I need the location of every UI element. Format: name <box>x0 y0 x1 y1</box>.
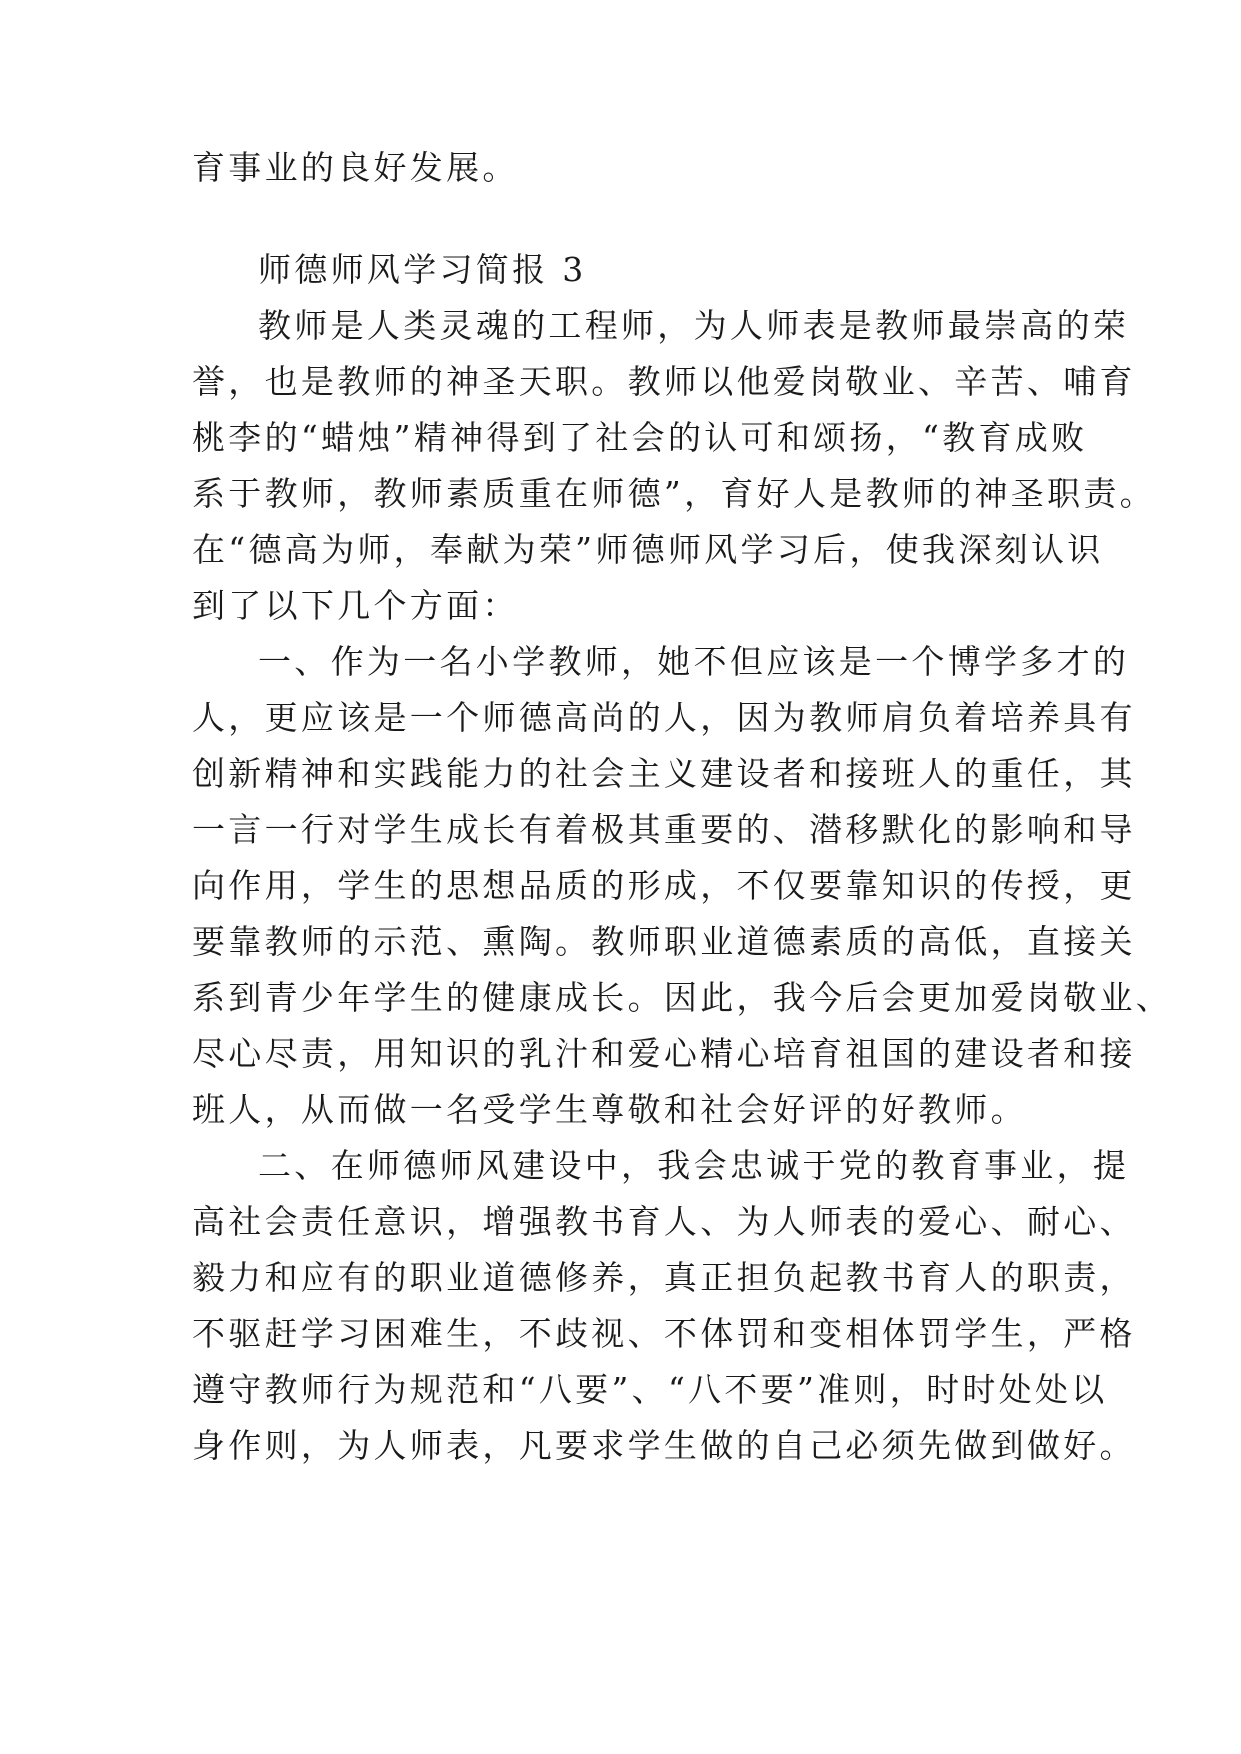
text-line: 一、作为一名小学教师，她不但应该是一个博学多才的 <box>258 642 1130 681</box>
section-title: 师德师风学习简报 3 <box>258 250 587 289</box>
text-line: 身作则，为人师表，凡要求学生做的自己必须先做到做好。 <box>192 1426 1136 1465</box>
text-line: 向作用，学生的思想品质的形成，不仅要靠知识的传授，更 <box>192 866 1136 905</box>
text-line: 系于教师，教师素质重在师德”，育好人是教师的神圣职责。 <box>192 474 1156 513</box>
text-line: 要靠教师的示范、熏陶。教师职业道德素质的高低，直接关 <box>192 922 1136 961</box>
text-line: 到了以下几个方面： <box>192 586 519 625</box>
text-line: 高社会责任意识，增强教书育人、为人师表的爱心、耐心、 <box>192 1202 1136 1241</box>
text-line: 誉，也是教师的神圣天职。教师以他爱岗敬业、辛苦、哺育 <box>192 362 1136 401</box>
text-line: 桃李的“蜡烛”精神得到了社会的认可和颂扬，“教育成败 <box>192 418 1088 457</box>
text-line: 一言一行对学生成长有着极其重要的、潜移默化的影响和导 <box>192 810 1136 849</box>
text-line: 遵守教师行为规范和“八要”、“八不要”准则，时时处处以 <box>192 1370 1108 1409</box>
text-line: 人，更应该是一个师德高尚的人，因为教师肩负着培养具有 <box>192 698 1136 737</box>
text-line: 系到青少年学生的健康成长。因此，我今后会更加爱岗敬业、 <box>192 978 1173 1017</box>
text-line: 二、在师德师风建设中，我会忠诚于党的教育事业，提 <box>258 1146 1130 1185</box>
text-line: 班人，从而做一名受学生尊敬和社会好评的好教师。 <box>192 1090 1027 1129</box>
text-line: 不驱赶学习困难生，不歧视、不体罚和变相体罚学生，严格 <box>192 1314 1136 1353</box>
text-line: 教师是人类灵魂的工程师，为人师表是教师最崇高的荣 <box>258 306 1130 345</box>
text-line: 育事业的良好发展。 <box>192 148 519 187</box>
text-line: 毅力和应有的职业道德修养，真正担负起教书育人的职责， <box>192 1258 1136 1297</box>
text-line: 创新精神和实践能力的社会主义建设者和接班人的重任，其 <box>192 754 1136 793</box>
text-line: 在“德高为师，奉献为荣”师德师风学习后，使我深刻认识 <box>192 530 1104 569</box>
text-line: 尽心尽责，用知识的乳汁和爱心精心培育祖国的建设者和接 <box>192 1034 1136 1073</box>
